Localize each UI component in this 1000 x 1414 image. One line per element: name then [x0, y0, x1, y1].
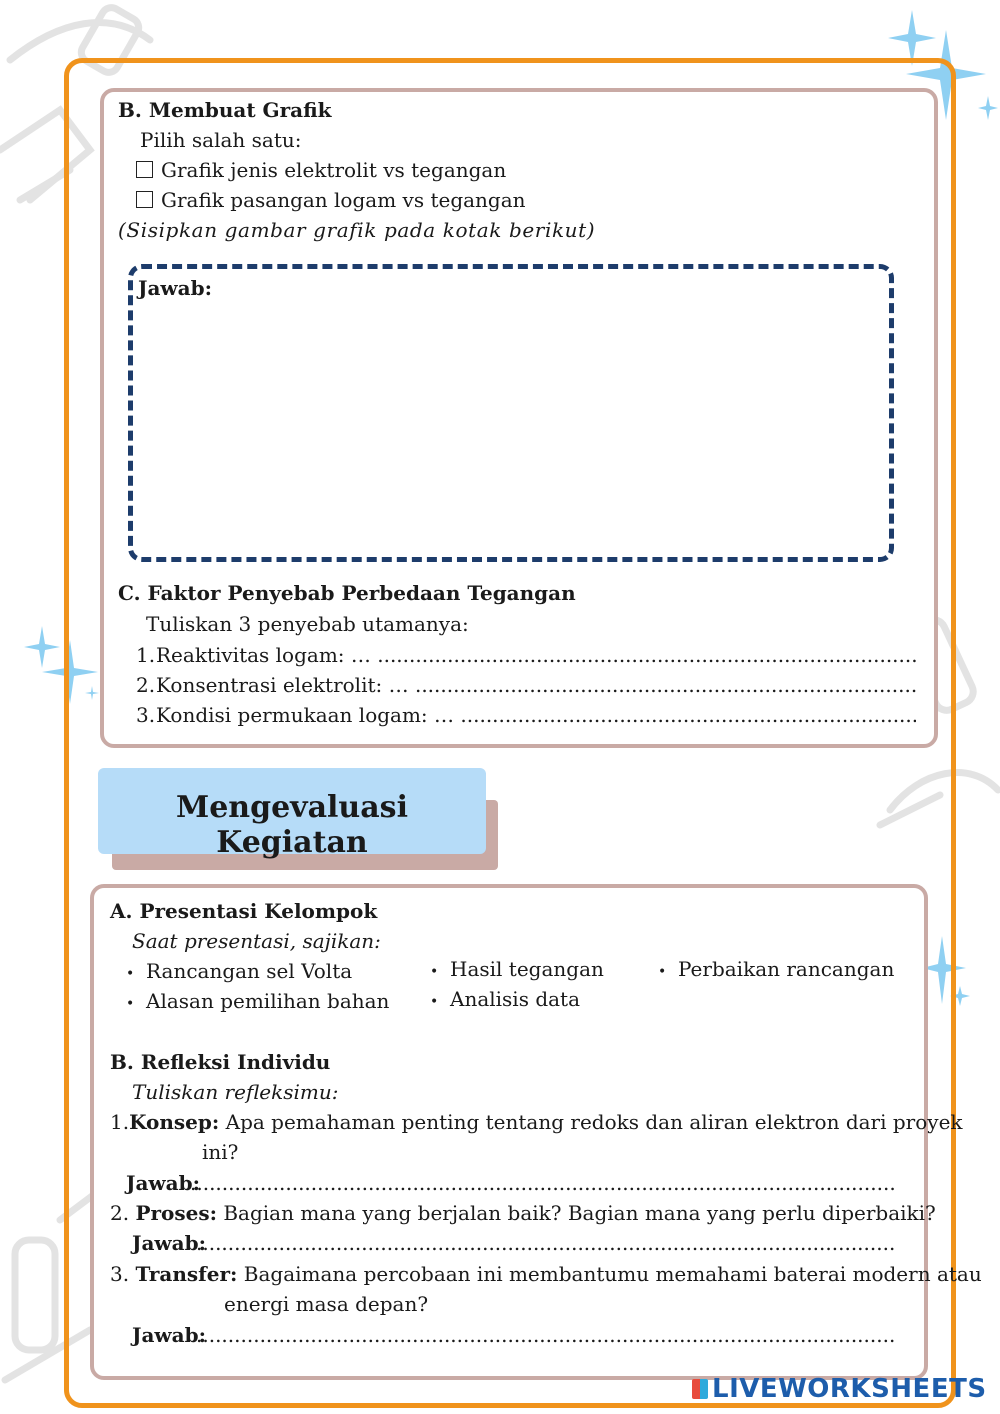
factor-number: 3.: [136, 703, 156, 727]
answer-line-3[interactable]: [196, 1323, 894, 1347]
section-c-instruction: Tuliskan 3 penyebab utamanya:: [146, 612, 469, 636]
factor-item-1[interactable]: Reaktivitas logam: … .....: [156, 643, 916, 667]
section-a-title: A. Presentasi Kelompok: [110, 899, 378, 923]
graph-option-2[interactable]: Grafik pasangan logam vs tegangan: [136, 188, 526, 212]
graph-option-1[interactable]: Grafik jenis elektrolit vs tegangan: [136, 158, 506, 182]
bullet-item: • Alasan pemilihan bahan: [126, 989, 389, 1016]
evaluation-heading: Mengevaluasi Kegiatan: [176, 790, 408, 860]
graph-answer-label: Jawab:: [138, 276, 212, 300]
reflection-instruction: Tuliskan refleksimu:: [132, 1080, 339, 1104]
answer-line-1[interactable]: [190, 1171, 894, 1195]
heading-tab: [98, 768, 486, 860]
graph-answer-box[interactable]: [128, 264, 894, 562]
liveworksheets-logo[interactable]: LIVEWORKSHEETS: [692, 1374, 987, 1404]
graph-instruction: Pilih salah satu:: [140, 128, 302, 152]
reflection-question-1-cont: ini?: [202, 1140, 239, 1164]
reflection-question-2: 2. Proses: Bagian mana yang berjalan baik? Bagian mana yang perlu diperbaiki?: [110, 1201, 936, 1225]
answer-line-2[interactable]: [196, 1231, 894, 1255]
factor-number: 1.: [136, 643, 156, 667]
reflection-question-3-cont: energi masa depan?: [224, 1292, 429, 1316]
reflection-question-1: 1.Konsep: Apa pemahaman penting tentang redoks dan aliran elektron dari proyek: [110, 1110, 963, 1134]
graph-note: (Sisipkan gambar grafik pada kotak berikut): [118, 218, 596, 242]
checkbox-icon[interactable]: [136, 161, 153, 178]
factor-item-2[interactable]: Konsentrasi elektrolit: … .....: [156, 673, 916, 697]
factor-item-3[interactable]: Kondisi permukaan logam: … .....: [156, 703, 916, 727]
bullet-item: • Perbaikan rancangan: [658, 957, 894, 984]
section-b-reflection-title: B. Refleksi Individu: [110, 1050, 331, 1074]
liveworksheets-mark-icon: [692, 1379, 708, 1399]
answer-label: Jawab:: [126, 1171, 200, 1195]
bullet-item: • Analisis data: [430, 987, 580, 1014]
reflection-question-3: 3. Transfer: Bagaimana percobaan ini membantumu memahami baterai modern atau: [110, 1262, 982, 1286]
bullet-item: • Rancangan sel Volta: [126, 959, 352, 986]
checkbox-icon[interactable]: [136, 191, 153, 208]
answer-label: Jawab:: [132, 1231, 206, 1255]
section-b-graph-title: B. Membuat Grafik: [118, 98, 332, 122]
bullet-item: • Hasil tegangan: [430, 957, 604, 984]
section-c-title: C. Faktor Penyebab Perbedaan Tegangan: [118, 581, 576, 605]
answer-label: Jawab:: [132, 1323, 206, 1347]
presentation-instruction: Saat presentasi, sajikan:: [132, 929, 381, 953]
factor-number: 2.: [136, 673, 156, 697]
